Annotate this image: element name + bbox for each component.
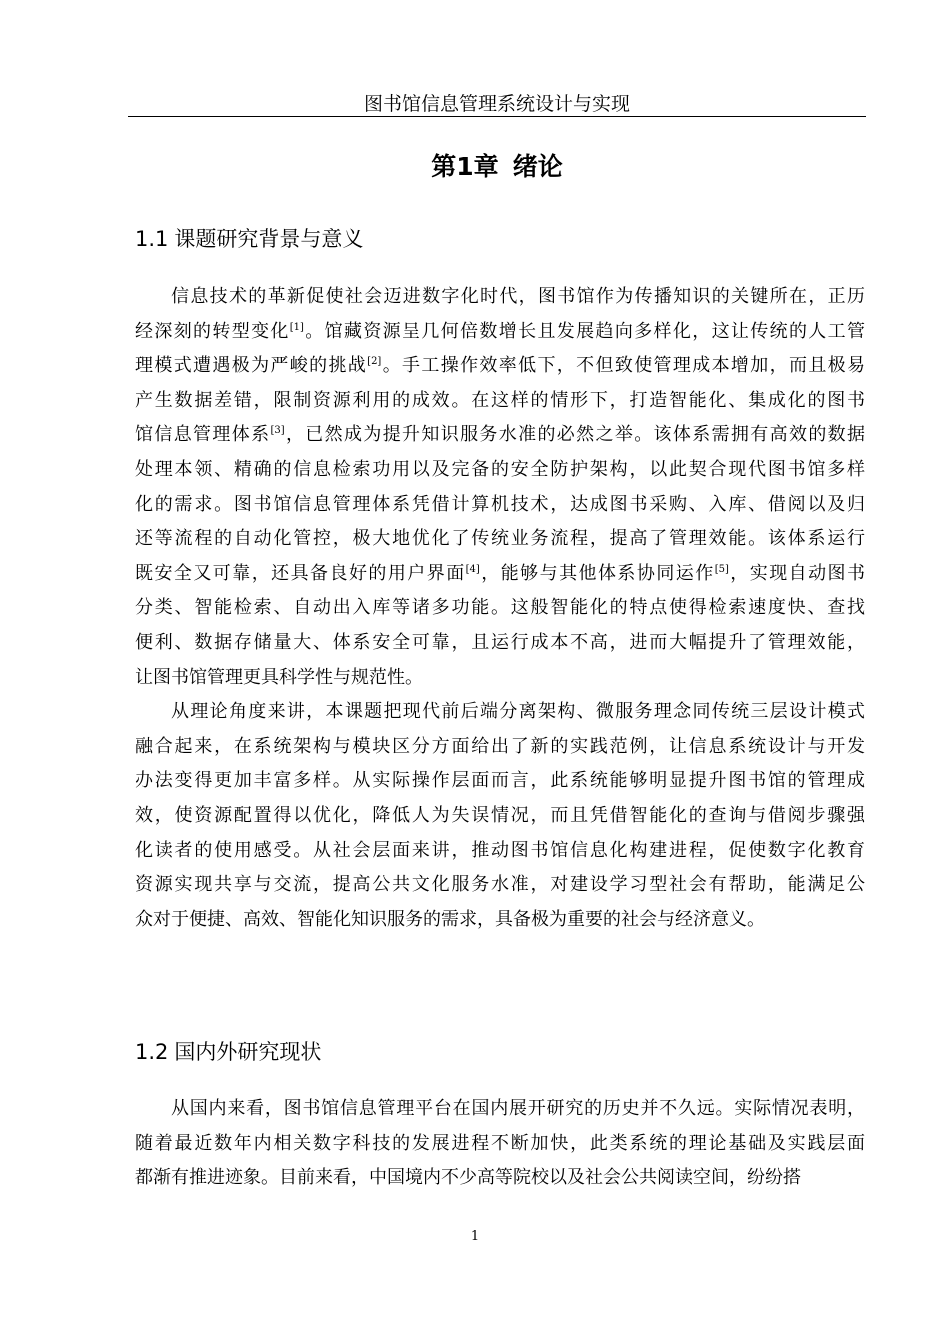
text-line [135,730,865,765]
text-segment: 从理论角度来讲，本课题把现代前后端分离架构、微服务理念同传统三层设计模式 [171,701,865,723]
chapter-name: 绪论 [512,152,563,181]
paragraph [135,280,865,695]
text-line [135,626,865,661]
citation-marker: [4] [465,563,480,575]
citation-marker: [2] [367,356,382,368]
text-line [135,799,865,834]
text-line [135,418,865,453]
text-segment: 既安全又可靠，还具备良好的用户界面 [135,562,466,584]
text-line [135,1092,865,1127]
citation-marker: [5] [714,563,729,575]
section-title: 课题研究背景与意义 [174,227,364,251]
text-segment: 都渐有推进迹象。目前来看，中国境内不少高等院校以及社会公共阅读空间，纷纷搭 [135,1167,801,1189]
text-line [135,903,865,938]
text-segment: 。馆藏资源呈几何倍数增长且发展趋向多样化，这让传统的人工管 [303,320,865,342]
text-line [135,695,865,730]
text-line [135,764,865,799]
text-segment: ，已然成为提升知识服务水准的必然之举。该体系需拥有高效的数据 [284,424,865,446]
text-line [135,661,865,696]
text-segment: 便利、数据存储量大、体系安全可靠，且运行成本不高，进而大幅提升了管理效能， [135,631,865,653]
text-line [135,453,865,488]
text-line [135,557,865,592]
section-title: 国内外研究现状 [174,1040,322,1064]
section-1-2-body [135,1092,865,1196]
citation-marker: [3] [270,425,285,437]
text-line [135,591,865,626]
citation-marker: [1] [289,321,304,333]
text-segment: 随着最近数年内相关数字科技的发展进程不断加快，此类系统的理论基础及实践层面 [135,1132,865,1154]
paragraph [135,1092,865,1196]
section-heading-1-1 [135,224,865,254]
text-segment: 经深刻的转型变化 [135,320,290,342]
text-line [135,315,865,350]
text-line [135,488,865,523]
text-segment: ，能够与其他体系协同运作 [479,562,715,584]
text-segment: 化读者的使用感受。从社会层面来讲，推动图书馆信息化构建进程，促使数字化教育 [135,839,865,861]
chapter-number: 第1章 [431,152,499,181]
text-segment: 从国内来看，图书馆信息管理平台在国内展开研究的历史并不久远。实际情况表明， [171,1098,865,1119]
text-segment: 馆信息管理体系 [135,424,271,446]
text-line [135,384,865,419]
text-line [135,834,865,869]
text-segment: 办法变得更加丰富多样。从实际操作层面而言，此系统能够明显提升图书馆的管理成 [135,770,865,792]
text-segment: 。手工操作效率低下，不但致使管理成本增加，而且极易 [381,355,865,377]
section-1-1-body [135,280,865,937]
text-segment: 众对于便捷、高效、智能化知识服务的需求，具备极为重要的社会与经济意义。 [135,908,765,930]
running-header: 图书馆信息管理系统设计与实现 [363,93,630,115]
text-segment: 效，使资源配置得以优化，降低人为失误情况，而且凭借智能化的查询与借阅步骤强 [135,804,865,826]
section-heading-1-2 [135,1037,865,1067]
text-segment: 处理本领、精确的信息检索功用以及完备的安全防护架构，以此契合现代图书馆多样 [135,458,865,480]
text-line [135,1127,865,1162]
text-line [135,349,865,384]
text-segment: 信息技术的革新促使社会迈进数字化时代，图书馆作为传播知识的关键所在，正历 [171,286,865,307]
text-line [135,868,865,903]
text-segment: 融合起来，在系统架构与模块区分方面给出了新的实践范例，让信息系统设计与开发 [135,735,865,757]
paragraph [135,695,865,937]
section-number: 1.2 [135,1040,169,1064]
text-line [135,1161,865,1196]
text-segment: 化的需求。图书馆信息管理体系凭借计算机技术，达成图书采购、入库、借阅以及归 [135,493,865,515]
text-segment: 资源实现共享与交流，提高公共文化服务水准，对建设学习型社会有帮助，能满足公 [135,874,865,896]
text-segment: 分类、智能检索、自动出入库等诸多功能。这般智能化的特点使得检索速度快、查找 [135,597,865,619]
text-segment: 还等流程的自动化管控，极大地优化了传统业务流程，提高了管理效能。该体系运行 [135,528,865,550]
header-rule [128,116,866,117]
text-segment: 产生数据差错，限制资源利用的成效。在这样的情形下，打造智能化、集成化的图书 [135,389,865,411]
text-segment: ，实现自动图书 [728,562,865,584]
text-segment: 让图书馆管理更具科学性与规范性。 [135,666,423,688]
page-number: 1 [470,1229,480,1244]
text-segment: 理模式遭遇极为严峻的挑战 [135,355,368,377]
chapter-title [128,150,866,184]
text-line [135,522,865,557]
text-line [135,280,865,315]
section-number: 1.1 [135,227,169,251]
